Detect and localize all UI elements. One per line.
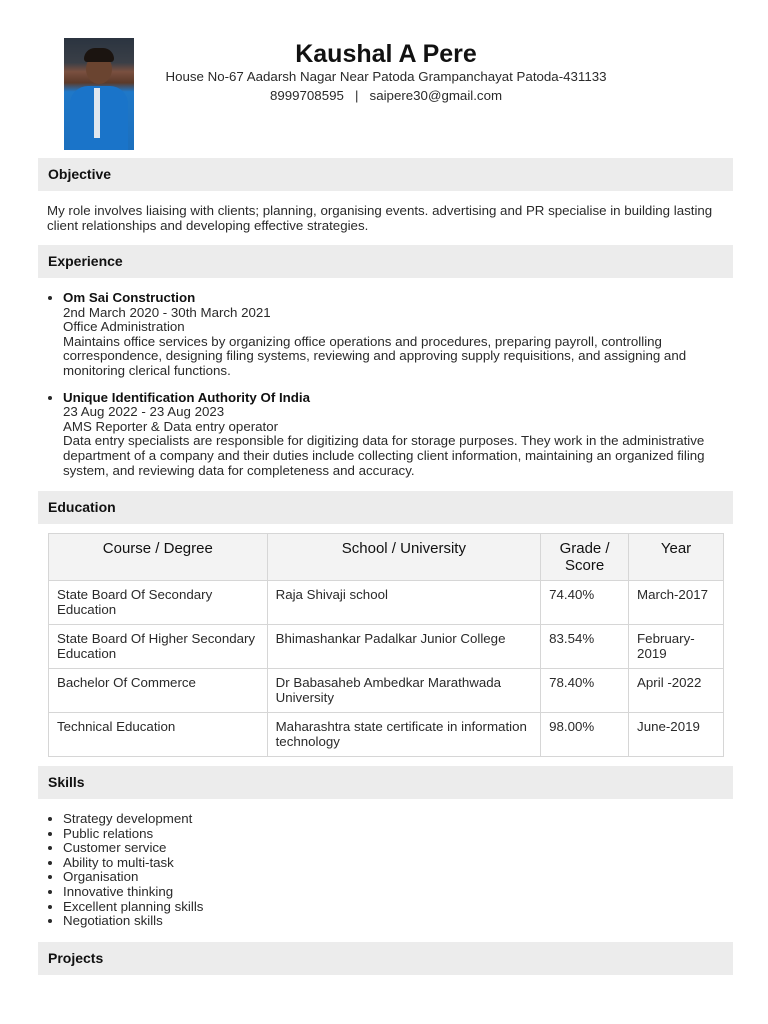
experience-description: Data entry specialists are responsible for digitizing data for storage purposes. They work in the administrative department of a company and their duties include collecting client information, maintaining an organized filing system, and reviewing data for completeness and accuracy.: [63, 433, 705, 478]
resume-header: [160, 38, 612, 104]
objective-text: My role involves liaising with clients; planning, organising events. advertising and PR specialise in building lasting client relationships and developing effective strategies.: [47, 203, 713, 233]
cell-school: Maharashtra state certificate in information technology: [267, 713, 541, 757]
candidate-name: Kaushal A Pere: [295, 40, 477, 68]
cell-year: March-2017: [629, 581, 724, 625]
section-objective-heading: Objective: [38, 158, 733, 191]
table-row: [49, 581, 724, 625]
cell-course: Bachelor Of Commerce: [49, 669, 268, 713]
address: House No-67 Aadarsh Nagar Near Patoda Grampanchayat Patoda-431133: [165, 69, 607, 84]
table-row: [49, 713, 724, 757]
section-experience-heading: Experience: [38, 245, 733, 278]
column-header-grade: Grade / Score: [541, 534, 629, 581]
cell-grade: 74.40%: [541, 581, 629, 625]
cell-grade: 78.40%: [541, 669, 629, 713]
experience-item: [63, 391, 748, 479]
skill-item: • Innovative thinking: [63, 885, 203, 900]
skill-item: • Negotiation skills: [63, 914, 203, 929]
skill-item: • Organisation: [63, 870, 203, 885]
contact-line: [160, 88, 612, 104]
section-education-heading: Education: [38, 491, 733, 524]
phone: 8999708595: [269, 88, 344, 103]
education-table: [48, 533, 724, 757]
table-row: [49, 669, 724, 713]
column-header-course: Course / Degree: [49, 534, 268, 581]
photo-hair: [84, 48, 114, 62]
skill-item: • Excellent planning skills: [63, 900, 203, 915]
section-skills-heading: Skills: [38, 766, 733, 799]
experience-item: [63, 291, 748, 379]
email: saipere30@gmail.com: [369, 88, 503, 103]
experience-dates: 2nd March 2020 - 30th March 2021: [63, 304, 271, 320]
skill-item: • Strategy development: [63, 812, 203, 827]
experience-role: AMS Reporter & Data entry operator: [63, 418, 279, 434]
contact-separator: |: [354, 88, 359, 103]
cell-year: June-2019: [629, 713, 724, 757]
cell-year: April -2022: [629, 669, 724, 713]
experience-list: [47, 291, 748, 490]
cell-grade: 98.00%: [541, 713, 629, 757]
skills-list: [47, 812, 203, 929]
cell-course: State Board Of Secondary Education: [49, 581, 268, 625]
profile-photo: [64, 38, 134, 150]
experience-company: • Om Sai Construction: [63, 290, 196, 305]
cell-grade: 83.54%: [541, 625, 629, 669]
experience-role: Office Administration: [63, 319, 185, 335]
education-header-row: [49, 534, 724, 581]
cell-year: February-2019: [629, 625, 724, 669]
cell-school: Dr Babasaheb Ambedkar Marathwada University: [267, 669, 541, 713]
table-row: [49, 625, 724, 669]
section-projects-heading: Projects: [38, 942, 733, 975]
cell-course: State Board Of Higher Secondary Education: [49, 625, 268, 669]
cell-course: Technical Education: [49, 713, 268, 757]
column-header-school: School / University: [267, 534, 541, 581]
cell-school: Bhimashankar Padalkar Junior College: [267, 625, 541, 669]
skill-item: • Ability to multi-task: [63, 856, 203, 871]
cell-school: Raja Shivaji school: [267, 581, 541, 625]
skill-item: • Customer service: [63, 841, 203, 856]
column-header-year: Year: [629, 534, 724, 581]
experience-dates: 23 Aug 2022 - 23 Aug 2023: [63, 404, 225, 420]
photo-lanyard: [94, 88, 100, 138]
skill-item: • Public relations: [63, 827, 203, 842]
experience-company: • Unique Identification Authority Of India: [63, 389, 310, 405]
experience-description: Maintains office services by organizing office operations and procedures, preparing payroll, controlling correspondence, designing filing systems, reviewing and approving supply requisitions, and assigning and monitoring clerical functions.: [63, 333, 687, 378]
